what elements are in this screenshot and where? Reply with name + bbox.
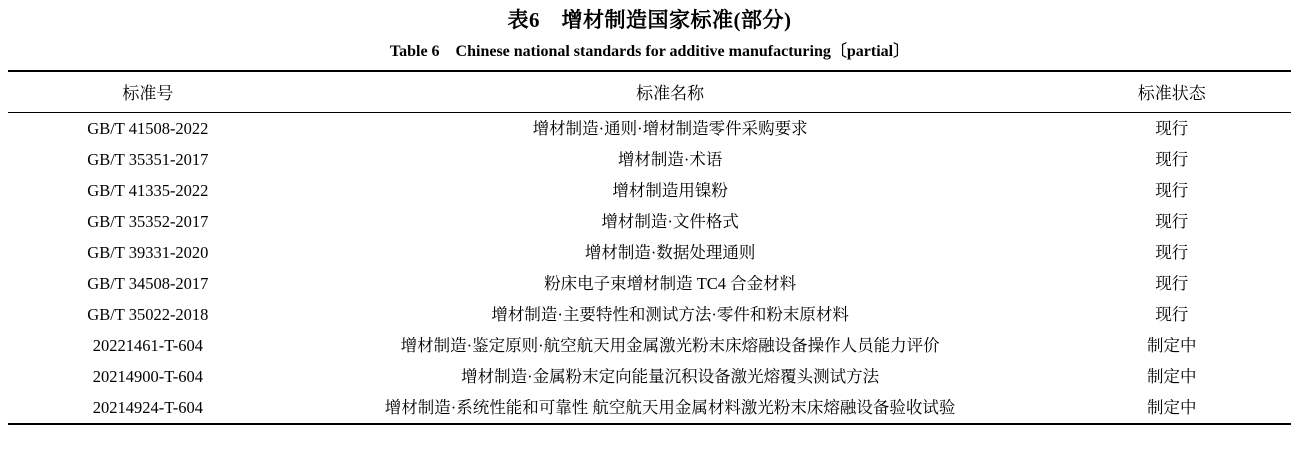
- cell-standard-code: GB/T 35022-2018: [87, 304, 209, 324]
- header-standard-state: 标准状态: [1137, 84, 1206, 103]
- cell-standard-state: 现行: [1155, 118, 1189, 138]
- cell-standard-name: 增材制造用镍粉: [612, 180, 728, 200]
- table-row: [8, 237, 1291, 268]
- cell-standard-code: GB/T 35351-2017: [87, 149, 209, 169]
- cell-standard-name: 增材制造·鉴定原则·航空航天用金属激光粉末床熔融设备操作人员能力评价: [400, 335, 940, 355]
- cell-standard-code: GB/T 41335-2022: [87, 180, 209, 200]
- cell-standard-name: 粉床电子束增材制造 TC4 合金材料: [544, 273, 797, 293]
- cell-standard-name: 增材制造·主要特性和测试方法·零件和粉末原材料: [491, 304, 849, 324]
- cell-standard-code: 20214924-T-604: [92, 397, 204, 417]
- cell-standard-code: 20214900-T-604: [92, 366, 204, 386]
- cell-standard-code: GB/T 39331-2020: [87, 242, 209, 262]
- table-body: [8, 113, 1291, 425]
- cell-standard-code: GB/T 35352-2017: [87, 211, 209, 231]
- cell-standard-state: 现行: [1155, 180, 1189, 200]
- table-title-english: Table 6 Chinese national standards for additive manufacturing〔partial〕: [389, 43, 910, 60]
- table-row: [8, 206, 1291, 237]
- cell-standard-state: 现行: [1155, 304, 1189, 324]
- cell-standard-name: 增材制造·数据处理通则: [584, 242, 756, 262]
- cell-standard-name: 增材制造·文件格式: [601, 211, 739, 231]
- table-row: [8, 330, 1291, 361]
- header-standard-code: 标准号: [122, 84, 174, 103]
- cell-standard-state: 制定中: [1147, 397, 1197, 417]
- cell-standard-code: 20221461-T-604: [92, 335, 204, 355]
- cell-standard-state: 现行: [1155, 211, 1189, 231]
- table-row: [8, 299, 1291, 330]
- table-header-row: [8, 71, 1291, 113]
- cell-standard-name: 增材制造·术语: [617, 149, 723, 169]
- table-title-chinese: 表6 增材制造国家标准(部分): [507, 8, 792, 32]
- table-row: [8, 361, 1291, 392]
- table-row: [8, 113, 1291, 145]
- cell-standard-name: 增材制造·系统性能和可靠性 航空航天用金属材料激光粉末床熔融设备验收试验: [384, 397, 956, 417]
- cell-standard-state: 制定中: [1147, 335, 1197, 355]
- table-row: [8, 144, 1291, 175]
- cell-standard-code: GB/T 41508-2022: [87, 118, 209, 138]
- table-row: [8, 268, 1291, 299]
- cell-standard-code: GB/T 34508-2017: [87, 273, 209, 293]
- cell-standard-state: 现行: [1155, 242, 1189, 262]
- table-row: [8, 392, 1291, 424]
- cell-standard-state: 现行: [1155, 273, 1189, 293]
- table-header: [8, 71, 1291, 113]
- table-row: [8, 175, 1291, 206]
- cell-standard-name: 增材制造·通则·增材制造零件采购要求: [532, 118, 808, 138]
- cell-standard-state: 制定中: [1147, 366, 1197, 386]
- cell-standard-state: 现行: [1155, 149, 1189, 169]
- standards-table: [8, 70, 1291, 425]
- cell-standard-name: 增材制造·金属粉末定向能量沉积设备激光熔覆头测试方法: [461, 366, 880, 386]
- header-standard-name: 标准名称: [636, 84, 705, 103]
